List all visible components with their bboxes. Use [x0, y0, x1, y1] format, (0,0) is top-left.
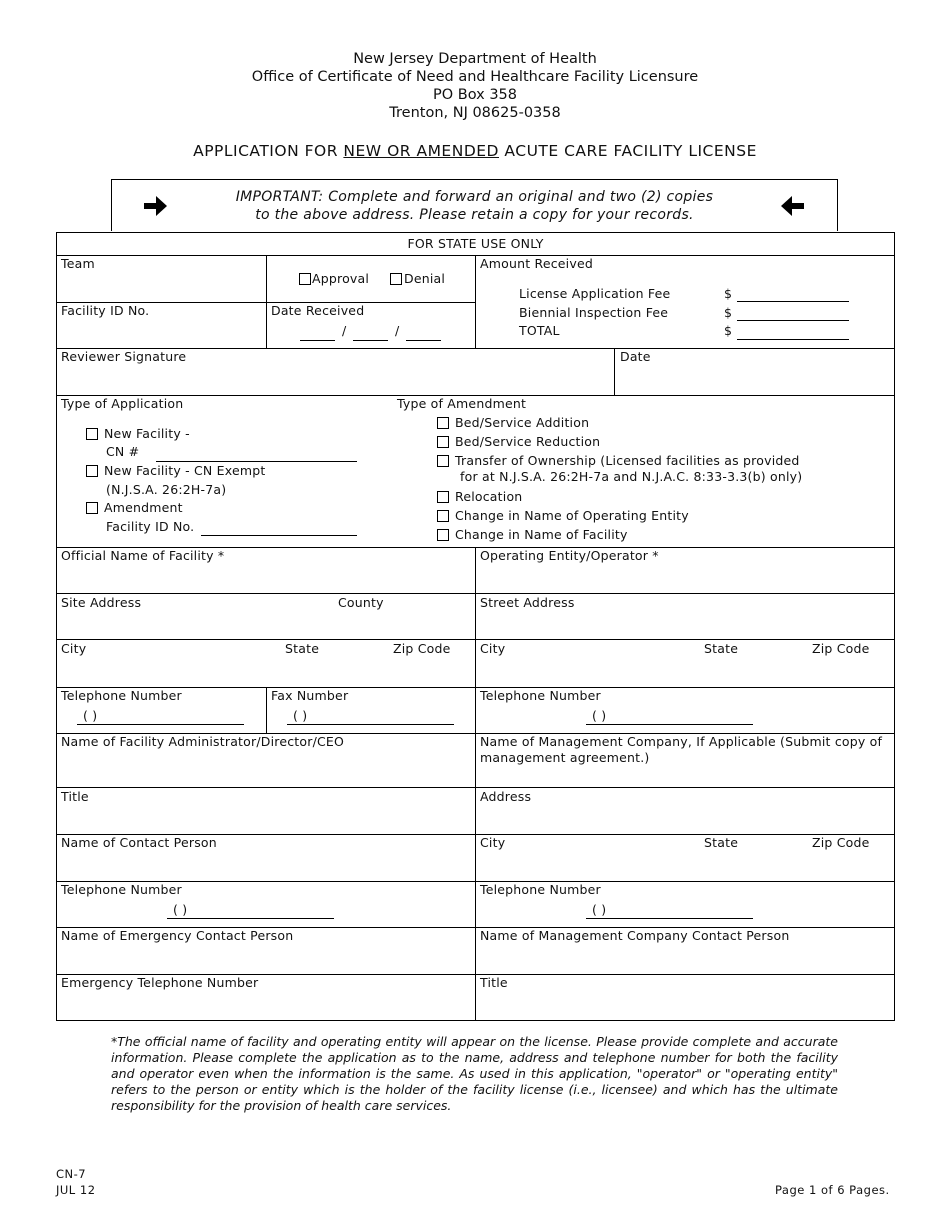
total-label: TOTAL [519, 323, 560, 338]
area-code: ( ) [592, 902, 607, 917]
dollar-sign: $ [724, 286, 733, 301]
transfer-ownership-label: Transfer of Ownership (Licensed facilities as provided [455, 453, 800, 468]
cn-number-field[interactable] [156, 461, 357, 462]
date-received-label: Date Received [271, 303, 365, 318]
approval-checkbox[interactable] [299, 273, 311, 285]
operator-city-label: City [480, 641, 506, 656]
form-date: JUL 12 [56, 1183, 96, 1197]
cn-number-label: CN # [106, 444, 140, 459]
management-telephone-label: Telephone Number [480, 882, 601, 897]
bed-service-reduction-checkbox[interactable] [437, 436, 449, 448]
dollar-sign: $ [724, 305, 733, 320]
date-received-month[interactable] [300, 340, 335, 341]
new-facility-exempt-label: New Facility - CN Exempt [104, 463, 266, 478]
license-fee-field[interactable] [737, 301, 849, 302]
total-field[interactable] [737, 339, 849, 340]
facility-id-label: Facility ID No. [61, 303, 150, 318]
fax-number-field[interactable] [287, 724, 454, 725]
change-facility-name-checkbox[interactable] [437, 529, 449, 541]
rule [614, 348, 615, 395]
date-received-year[interactable] [406, 340, 441, 341]
relocation-checkbox[interactable] [437, 491, 449, 503]
important-notice [111, 179, 838, 231]
transfer-ownership-note: for at N.J.S.A. 26:2H-7a and N.J.A.C. 8:33-3.3(b) only) [460, 469, 803, 484]
city-zip: Trenton, NJ 08625-0358 [389, 105, 561, 121]
amendment-checkbox[interactable] [86, 502, 98, 514]
form-id: CN-7 [56, 1167, 87, 1181]
amendment-label: Amendment [104, 500, 183, 515]
state-use-heading: FOR STATE USE ONLY [407, 236, 544, 251]
amount-received-label: Amount Received [480, 256, 593, 271]
title-prefix: APPLICATION FOR [193, 142, 344, 160]
new-facility-checkbox[interactable] [86, 428, 98, 440]
dollar-sign: $ [724, 323, 733, 338]
rule [266, 687, 267, 733]
date-separator: / [342, 323, 347, 338]
area-code: ( ) [293, 708, 308, 723]
street-address-label: Street Address [480, 595, 575, 610]
relocation-label: Relocation [455, 489, 523, 504]
amendment-facility-id-field[interactable] [201, 535, 357, 536]
operating-entity-label: Operating Entity/Operator * [480, 548, 659, 563]
facility-zip-label: Zip Code [393, 641, 451, 656]
change-operating-entity-checkbox[interactable] [437, 510, 449, 522]
management-state-label: State [704, 835, 739, 850]
po-box: PO Box 358 [432, 87, 517, 103]
biennial-fee-field[interactable] [737, 320, 849, 321]
team-label: Team [61, 256, 95, 271]
date-received-day[interactable] [353, 340, 388, 341]
official-name-label: Official Name of Facility * [61, 548, 225, 563]
county-label: County [338, 595, 384, 610]
agency-name: New Jersey Department of Health [353, 51, 597, 67]
management-contact-label: Name of Management Company Contact Person [480, 928, 790, 943]
operator-state-label: State [704, 641, 739, 656]
denial-checkbox[interactable] [390, 273, 402, 285]
date-separator: / [395, 323, 400, 338]
title-suffix: ACUTE CARE FACILITY LICENSE [499, 142, 757, 160]
management-company-label: Name of Management Company, If Applicable (Submit copy of [480, 734, 883, 749]
contact-telephone-field[interactable] [167, 918, 334, 919]
rule [475, 255, 476, 348]
rule [475, 547, 476, 1020]
approval-label: Approval [312, 271, 370, 286]
management-contact-title-label: Title [480, 975, 508, 990]
change-facility-name-label: Change in Name of Facility [455, 527, 628, 542]
administrator-title-label: Title [61, 789, 89, 804]
operator-zip-label: Zip Code [812, 641, 870, 656]
form-title [0, 142, 950, 160]
emergency-contact-label: Name of Emergency Contact Person [61, 928, 294, 943]
important-line-1: IMPORTANT: Complete and forward an original and two (2) copies [235, 189, 714, 205]
management-telephone-field[interactable] [586, 918, 753, 919]
management-zip-label: Zip Code [812, 835, 870, 850]
exempt-citation: (N.J.S.A. 26:2H-7a) [106, 482, 227, 497]
important-line-2: to the above address. Please retain a copy for your records. [255, 207, 694, 223]
reviewer-signature-label: Reviewer Signature [61, 349, 187, 364]
transfer-ownership-checkbox[interactable] [437, 455, 449, 467]
area-code: ( ) [173, 902, 188, 917]
operator-telephone-field[interactable] [586, 724, 753, 725]
site-address-label: Site Address [61, 595, 142, 610]
license-fee-label: License Application Fee [519, 286, 671, 301]
page-number: Page 1 of 6 Pages. [775, 1183, 890, 1197]
administrator-label: Name of Facility Administrator/Director/CEO [61, 734, 345, 749]
bed-service-reduction-label: Bed/Service Reduction [455, 434, 601, 449]
arrow-left-icon [778, 192, 808, 220]
important-text [112, 188, 837, 224]
change-operating-entity-label: Change in Name of Operating Entity [455, 508, 689, 523]
facility-telephone-field[interactable] [77, 724, 244, 725]
title-emphasis: NEW OR AMENDED [343, 142, 499, 160]
bed-service-addition-checkbox[interactable] [437, 417, 449, 429]
management-company-note: management agreement.) [480, 750, 650, 765]
facility-state-label: State [285, 641, 320, 656]
contact-person-label: Name of Contact Person [61, 835, 217, 850]
fax-number-label: Fax Number [271, 688, 349, 703]
date-label: Date [620, 349, 651, 364]
rule [266, 255, 267, 348]
operator-telephone-label: Telephone Number [480, 688, 601, 703]
amendment-facility-id-label: Facility ID No. [106, 519, 195, 534]
contact-telephone-label: Telephone Number [61, 882, 182, 897]
emergency-telephone-label: Emergency Telephone Number [61, 975, 259, 990]
footnote: *The official name of facility and operating entity will appear on the license. Please provide complete and accurate information. Please complete the application as to the name, address and telephone number for both the facility and operator even when the information is the same. As used in this application, "operator" or "operating entity" refers to the person or entity which is the holder of the facility license (i.e., licensee) and which has the ultimate responsibility for the provision of health care services. [111, 1034, 838, 1113]
facility-telephone-label: Telephone Number [61, 688, 182, 703]
type-of-amendment-label: Type of Amendment [397, 396, 527, 411]
bed-service-addition-label: Bed/Service Addition [455, 415, 590, 430]
area-code: ( ) [592, 708, 607, 723]
management-city-label: City [480, 835, 506, 850]
office-name: Office of Certificate of Need and Healthcare Facility Licensure [251, 69, 699, 85]
new-facility-label: New Facility - [104, 426, 190, 441]
biennial-fee-label: Biennial Inspection Fee [519, 305, 669, 320]
denial-label: Denial [404, 271, 446, 286]
application-form-grid [56, 232, 895, 1021]
area-code: ( ) [83, 708, 98, 723]
new-facility-exempt-checkbox[interactable] [86, 465, 98, 477]
type-of-application-label: Type of Application [61, 396, 184, 411]
facility-city-label: City [61, 641, 87, 656]
management-address-label: Address [480, 789, 532, 804]
